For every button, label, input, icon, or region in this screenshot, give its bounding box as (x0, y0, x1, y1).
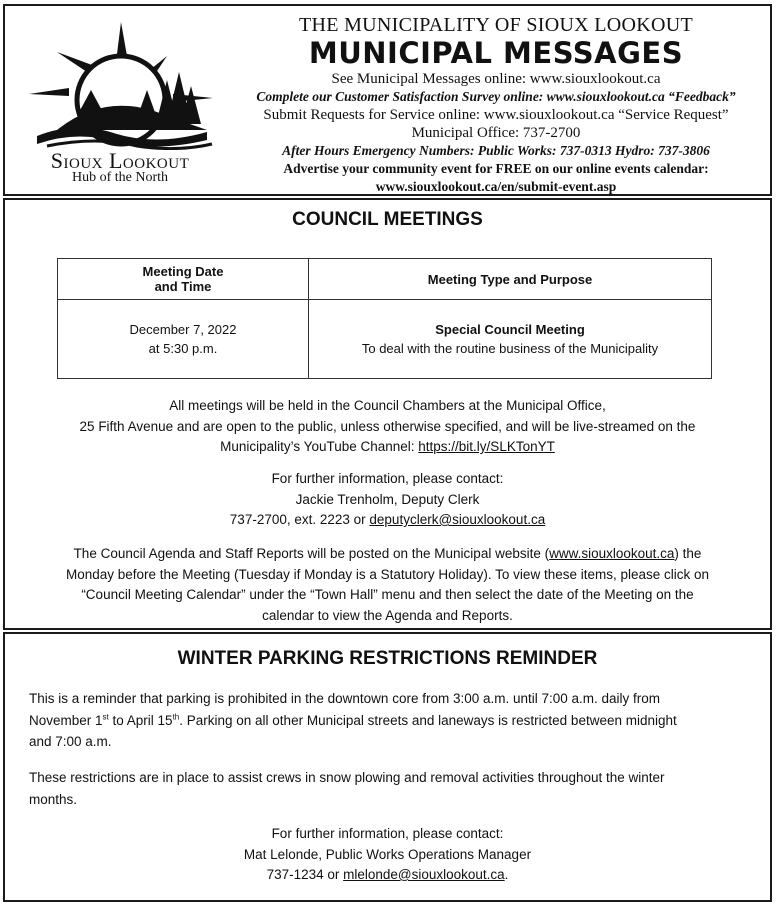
council-meetings-section (3, 198, 772, 630)
parking-paragraph: This is a reminder that parking is prohibited in the downtown core from 3:00 a.m. until 7:00 a.m. daily from November 1st to April 15th. Parking on all other Municipal streets and laneways is restricted between midnight and 7:00 a.m. (29, 691, 677, 749)
public-works-contact-paragraph: For further information, please contact: Mat Lelonde, Public Works Operations Manager 737-1234 or mlelonde@siouxlookout.ca. (243, 826, 532, 882)
masthead-info (223, 14, 769, 196)
youtube-link[interactable]: https://bit.ly/SLKTonYT (418, 439, 555, 454)
survey-line: Complete our Customer Satisfaction Survey online: www.siouxlookout.ca “Feedback” (256, 89, 736, 104)
agenda-paragraph: The Council Agenda and Staff Reports will be posted on the Municipal website (www.siouxlookout.ca) the Monday before the Meeting (Tuesday if Monday is a Statutory Holiday). To view these items, please click on “Council Meeting Calendar” under the “Town Hall” menu and then select the date of the Meeting on the calendar to view the Agenda and Reports. (65, 546, 710, 623)
winter-parking-section (3, 632, 772, 902)
meeting-type-cell: Special Council Meeting To deal with the routine business of the Municipality (309, 300, 712, 379)
municipal-logo (17, 20, 217, 190)
restrictions-purpose-paragraph: These restrictions are in place to assist crews in snow plowing and removal activities throughout the winter months. (29, 770, 665, 807)
deputy-clerk-email-link[interactable]: deputyclerk@siouxlookout.ca (369, 512, 546, 527)
office-phone-line: Municipal Office: 737-2700 (411, 125, 581, 141)
logo-emblem-icon (17, 20, 217, 150)
meeting-location-paragraph: All meetings will be held in the Council Chambers at the Municipal Office, 25 Fifth Avenue and are open to the public, unless otherwise specified, and will be live-streamed on the Municipality’s YouTube Channel: https://bit.ly/SLKTonYT (79, 398, 696, 454)
online-line: See Municipal Messages online: www.siouxlookout.ca (331, 71, 661, 87)
municipality-name: THE MUNICIPALITY OF SIOUX LOOKOUT (299, 14, 693, 36)
page-title: MUNICIPAL MESSAGES (308, 36, 684, 70)
masthead (3, 4, 772, 196)
meeting-date-cell: December 7, 2022 at 5:30 p.m. (58, 300, 309, 379)
website-link[interactable]: www.siouxlookout.ca (549, 546, 675, 561)
service-request-line: Submit Requests for Service online: www.siouxlookout.ca “Service Request” (263, 107, 729, 123)
table-row (58, 300, 712, 379)
section-title: WINTER PARKING RESTRICTIONS REMINDER (177, 648, 598, 669)
type-column-header: Meeting Type and Purpose (309, 259, 712, 300)
logo-wordmark: Sioux Lookout (50, 148, 190, 173)
advertise-line: Advertise your community event for FREE on our online events calendar: (283, 161, 709, 176)
section-title: COUNCIL MEETINGS (292, 209, 483, 230)
public-works-email-link[interactable]: mlelonde@siouxlookout.ca (343, 867, 505, 882)
meetings-table (57, 258, 712, 379)
council-contact-paragraph: For further information, please contact: Jackie Trenholm, Deputy Clerk 737-2700, ext. 2223 or deputyclerk@siouxlookout.ca (229, 471, 546, 527)
table-header-row (58, 259, 712, 300)
emergency-numbers-line: After Hours Emergency Numbers: Public Works: 737-0313 Hydro: 737-3806 (282, 143, 710, 158)
logo-tagline: Hub of the North (71, 170, 169, 185)
date-column-header: Meeting Date and Time (58, 259, 309, 300)
events-url-line: www.siouxlookout.ca/en/submit-event.asp (375, 179, 617, 194)
